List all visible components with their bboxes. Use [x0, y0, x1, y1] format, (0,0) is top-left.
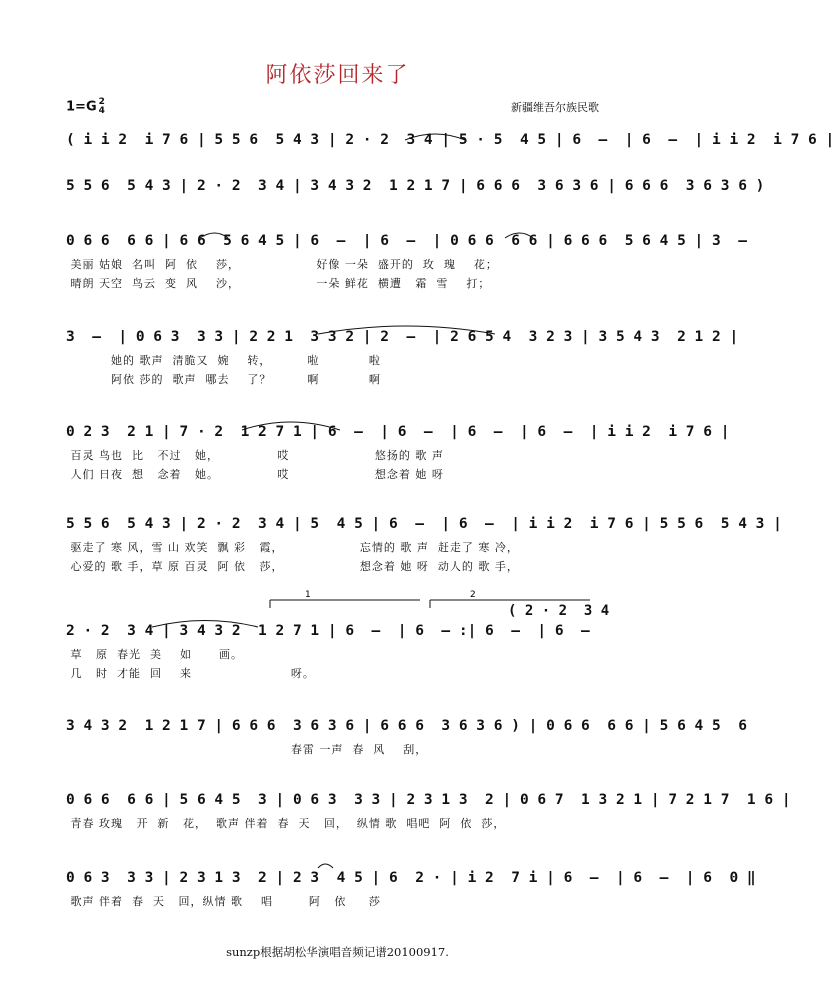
time-denominator: 4 [98, 106, 105, 116]
lyric-verse-1: 草 原 春光 美 如 画。 [66, 648, 243, 661]
lyric-verse-1: 驱走了 寒 风，雪 山 欢笑 飘 彩 霞， 忘情的 歌 声 赶走了 寒 冷， [66, 541, 519, 554]
notation-row: 0 6 6 6 6 | 5 6 4 5 3 | 0 6 3 3 3 | 2 3 1 3 2 | 0 6 7 1 3 2 1 | 7 2 1 7 1 6 | [66, 792, 791, 808]
notation-row: 0 6 3 3 3 | 2 3 1 3 2 | 2 3 4 5 | 6 2 · | i 2 7 i | 6 – | 6 – | 6 0 ‖ [66, 870, 756, 886]
lyric-verse-2: 阿依 莎的 歌声 哪去 了？ 啊 啊 [66, 373, 381, 386]
lyric-verse-1: 美丽 姑娘 名叫 阿 依 莎， 好像 一朵 盛开的 玫 瑰 花； [66, 258, 498, 271]
footer-credit: sunzp根据胡松华演唱音频记谱20100917. [226, 945, 449, 959]
volta-label-1: 1 [305, 590, 311, 600]
notation-row: 5 5 6 5 4 3 | 2 · 2 3 4 | 3 4 3 2 1 2 1 7 | 6 6 6 3 6 3 6 | 6 6 6 3 6 3 6 ) [66, 178, 765, 194]
lyric-verse-2: 晴朗 天空 鸟云 变 风 沙， 一朵 鲜花 横遭 霜 雪 打； [66, 277, 491, 290]
notation-row: 2 · 2 3 4 | 3 4 3 2 1 2 7 1 | 6 – | 6 – :| 6 – | 6 – [66, 623, 590, 639]
notation-row: 0 2 3 2 1 | 7 · 2 1 2 7 1 | 6 – | 6 – | 6 – | 6 – | i i 2 i 7 6 | [66, 424, 730, 440]
page-title: 阿依莎回来了 [265, 63, 410, 88]
volta-label-2: 2 [470, 590, 476, 600]
song-origin: 新疆维吾尔族民歌 [511, 101, 599, 114]
lyric-verse-1: 青春 玫瑰 开 新 花， 歌声 伴着 春 天 回， 纵情 歌 唱吧 阿 依 莎， [66, 817, 506, 830]
time-numerator: 2 [98, 97, 105, 107]
lyric-verse-2: 几 时 才能 回 来 呀。 [66, 667, 315, 680]
lyric-verse-1: 春雷 一声 春 风 刮， [66, 743, 428, 756]
lyric-verse-1: 百灵 鸟也 比 不过 她， 哎 悠扬的 歌 声 [66, 449, 444, 462]
notation-row: 5 5 6 5 4 3 | 2 · 2 3 4 | 5 4 5 | 6 – | 6 – | i i 2 i 7 6 | 5 5 6 5 4 3 | [66, 516, 782, 532]
lyric-verse-1: 歌声 伴着 春 天 回，纵情 歌 唱 阿 依 莎 [66, 895, 381, 908]
lyric-verse-1: 她的 歌声 清脆又 婉 转， 啦 啦 [66, 354, 381, 367]
notation-row: ( i i 2 i 7 6 | 5 5 6 5 4 3 | 2 · 2 3 4 | 5 · 5 4 5 | 6 – | 6 – | i i 2 i 7 6 | [66, 132, 834, 148]
key-label: 1=G [66, 99, 97, 115]
notation-row: 0 6 6 6 6 | 6 6 5 6 4 5 | 6 – | 6 – | 0 6 6 6 6 | 6 6 6 5 6 4 5 | 3 – [66, 233, 747, 249]
notation-row: 3 4 3 2 1 2 1 7 | 6 6 6 3 6 3 6 | 6 6 6 3 6 3 6 ) | 0 6 6 6 6 | 5 6 4 5 6 [66, 718, 747, 734]
lyric-verse-2: 心爱的 歌 手，草 原 百灵 阿 依 莎， 想念着 她 呀 动人的 歌 手， [66, 560, 519, 573]
notation-row: 3 – | 0 6 3 3 3 | 2 2 1 3 3 2 | 2 – | 2 6 5 4 3 2 3 | 3 5 4 3 2 1 2 | [66, 329, 739, 345]
second-ending-lead: ( 2 · 2 3 4 [508, 603, 610, 619]
lyric-verse-2: 人们 日夜 想 念着 她。 哎 想念着 她 呀 [66, 468, 444, 481]
